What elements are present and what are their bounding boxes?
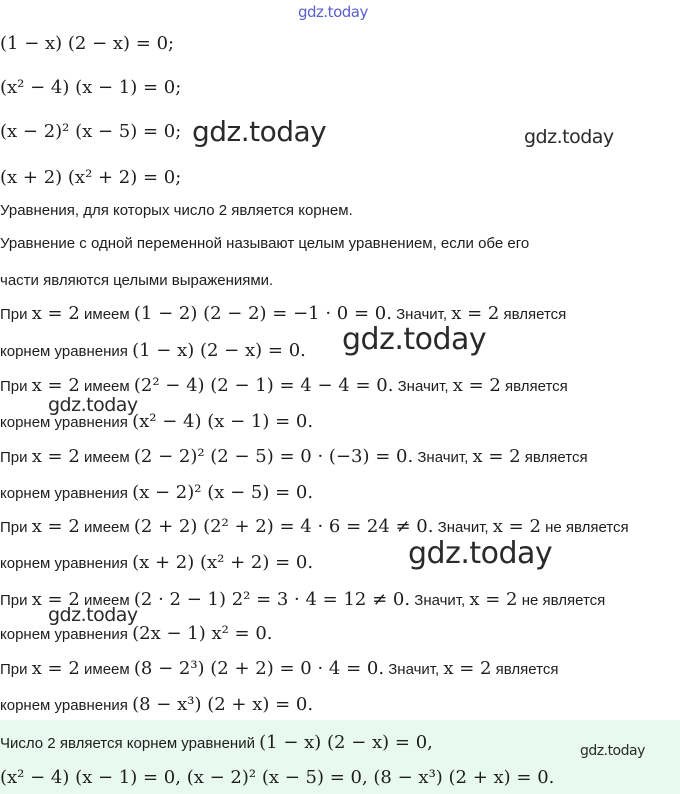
check-condition: x = 2	[31, 589, 80, 610]
watermark: gdz.today	[524, 126, 614, 148]
check-1-line-1	[0, 304, 566, 325]
equation-2: (x² − 4) (x − 1) = 0;	[0, 77, 182, 98]
check-condition: x = 2	[31, 658, 80, 679]
check-condition: x = 2	[31, 516, 80, 537]
check-condition: x = 2	[31, 446, 80, 467]
watermark: gdz.today	[298, 3, 368, 21]
equation-3: (x − 2)² (x − 5) = 0;	[0, 121, 182, 142]
check-root-of: корнем уравнения	[0, 414, 128, 431]
check-condition-2: x = 2	[472, 446, 521, 467]
check-verdict: является	[524, 449, 588, 466]
check-equation: (2x − 1) x² = 0.	[132, 623, 273, 644]
check-has: имеем	[84, 449, 130, 466]
watermark: gdz.today	[48, 604, 138, 626]
answer-text: Число 2 является корнем уравнений	[0, 735, 255, 752]
check-root-of: корнем уравнения	[0, 485, 128, 502]
check-calculation: (2 − 2)² (2 − 5) = 0 · (−3) = 0.	[133, 446, 414, 467]
check-4-line-1	[0, 517, 629, 538]
check-root-of: корнем уравнения	[0, 343, 128, 360]
check-has: имеем	[84, 661, 130, 678]
check-has: имеем	[84, 306, 130, 323]
definition-line-1: Уравнение с одной переменной называют целым уравнением, если обе его	[0, 235, 530, 252]
check-prefix: При	[0, 661, 28, 678]
check-condition: x = 2	[31, 375, 80, 396]
answer-equation-1: (1 − x) (2 − x) = 0,	[259, 732, 433, 753]
check-5-line-1	[0, 590, 605, 611]
equation-1: (1 − x) (2 − x) = 0;	[0, 33, 175, 54]
check-equation: (1 − x) (2 − x) = 0.	[132, 340, 306, 361]
check-root-of: корнем уравнения	[0, 555, 128, 572]
check-2-line-2	[0, 412, 313, 433]
check-4-line-2	[0, 553, 313, 574]
check-so: Значит,	[396, 306, 448, 323]
check-3-line-1	[0, 447, 588, 468]
check-condition-2: x = 2	[443, 658, 492, 679]
check-verdict: не является	[521, 592, 606, 609]
check-calculation: (2 + 2) (2² + 2) = 4 · 6 = 24 ≠ 0.	[133, 516, 434, 537]
check-so: Значит,	[388, 661, 440, 678]
check-verdict: является	[495, 661, 559, 678]
check-has: имеем	[84, 592, 130, 609]
check-condition-2: x = 2	[452, 375, 501, 396]
check-has: имеем	[84, 519, 130, 536]
check-equation: (x² − 4) (x − 1) = 0.	[132, 411, 314, 432]
check-so: Значит,	[397, 378, 449, 395]
check-so: Значит,	[414, 592, 466, 609]
roots-statement: Уравнения, для которых число 2 является корнем.	[0, 202, 353, 219]
check-prefix: При	[0, 592, 28, 609]
check-calculation: (2² − 4) (2 − 1) = 4 − 4 = 0.	[133, 375, 394, 396]
check-prefix: При	[0, 306, 28, 323]
check-6-line-2	[0, 695, 313, 716]
check-verdict: является	[503, 306, 567, 323]
answer-line-2: (x² − 4) (x − 1) = 0, (x − 2)² (x − 5) = 0, (8 − x³) (2 + x) = 0.	[0, 767, 555, 788]
check-condition-2: x = 2	[469, 589, 518, 610]
watermark: gdz.today	[192, 115, 327, 148]
check-has: имеем	[84, 378, 130, 395]
definition-line-2: части являются целыми выражениями.	[0, 272, 274, 289]
check-calculation: (1 − 2) (2 − 2) = −1 · 0 = 0.	[133, 303, 392, 324]
check-5-line-2	[0, 624, 273, 645]
check-condition-2: x = 2	[451, 303, 500, 324]
watermark: gdz.today	[342, 322, 487, 357]
check-calculation: (2 · 2 − 1) 2² = 3 · 4 = 12 ≠ 0.	[133, 589, 411, 610]
watermark: gdz.today	[48, 394, 138, 416]
check-prefix: При	[0, 519, 28, 536]
answer-line-1	[0, 733, 433, 754]
check-verdict: является	[505, 378, 568, 395]
check-root-of: корнем уравнения	[0, 626, 128, 643]
equation-4: (x + 2) (x² + 2) = 0;	[0, 167, 182, 188]
check-root-of: корнем уравнения	[0, 697, 128, 714]
check-calculation: (8 − 2³) (2 + 2) = 0 · 4 = 0.	[133, 658, 385, 679]
check-equation: (x − 2)² (x − 5) = 0.	[132, 482, 314, 503]
check-condition-2: x = 2	[492, 516, 541, 537]
check-so: Значит,	[437, 519, 489, 536]
check-so: Значит,	[417, 449, 469, 466]
check-6-line-1	[0, 659, 558, 680]
check-verdict: не является	[545, 519, 629, 536]
check-prefix: При	[0, 378, 28, 395]
watermark: gdz.today	[408, 536, 553, 571]
check-equation: (8 − x³) (2 + x) = 0.	[132, 694, 314, 715]
check-1-line-2	[0, 341, 306, 362]
check-equation: (x + 2) (x² + 2) = 0.	[132, 552, 314, 573]
watermark: gdz.today	[580, 743, 645, 759]
check-3-line-2	[0, 483, 313, 504]
check-prefix: При	[0, 449, 28, 466]
check-2-line-1	[0, 376, 568, 397]
check-condition: x = 2	[31, 303, 80, 324]
